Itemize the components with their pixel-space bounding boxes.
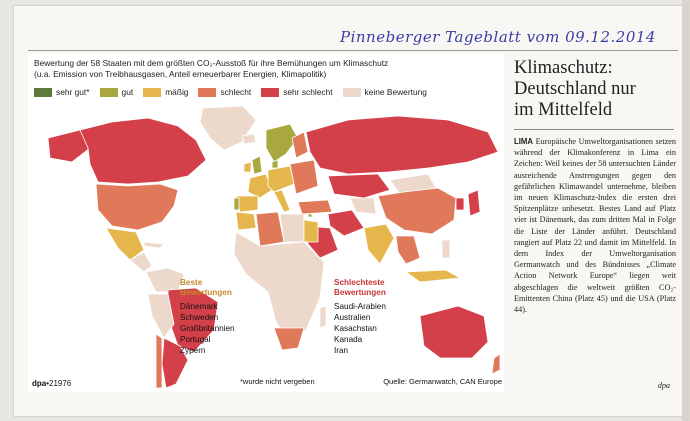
map-egypt <box>304 220 318 242</box>
map-graphic <box>28 54 504 392</box>
map-australia <box>420 306 488 358</box>
map-kazakhstan <box>328 174 390 198</box>
legend <box>34 87 427 97</box>
legend-swatch <box>34 88 52 97</box>
headline-line-1: Klimaschutz: <box>514 58 613 78</box>
legend-label: schlecht <box>220 87 252 97</box>
article-text: Europäische Umweltorganisationen setzen während der Klimakonferenz in Lima ein Zeichen: Weil keines der 58 untersuchten Länder ausreichende Anstrengungen gegen den gefährlichen Klimawandel unternehme, bleiben im neuen Klimaschutz-Index die ersten drei Spitzenplätze unbesetzt. Bestes Land auf Platz vier ist Dänemark, das zum dritten Mal in Folge die Liste der Länder anführt. Deutschland rangiert auf Platz 22 und damit im Mittelfeld. In dem Index der Umweltorganisation Germanwatch und des Bündnisses „Climate Action Network Europe“ liegen weit abgeschlagen die weltweit größten CO₂-Emittenten China (Platz 45) und die USA (Platz 44). <box>514 137 676 315</box>
source-line: Quelle: Germanwatch, CAN Europe <box>383 377 502 386</box>
graphic-id: •21976 <box>46 379 72 388</box>
legend-item-schlecht <box>198 87 251 97</box>
graphic-subtitle <box>34 58 504 80</box>
legend-label: sehr schlecht <box>283 87 333 97</box>
map-morocco <box>236 212 256 230</box>
map-south-africa <box>274 328 304 350</box>
legend-label: keine Bewertung <box>364 87 427 97</box>
agency-label: dpa <box>32 379 47 388</box>
map-madagascar <box>320 306 326 328</box>
map-iceland <box>242 134 256 144</box>
article <box>510 56 678 390</box>
headline-line-2: Deutschland nur <box>514 79 636 99</box>
map-turkey <box>298 200 332 214</box>
map-ireland <box>244 162 251 172</box>
best-country: Schweden <box>180 313 219 322</box>
map-india <box>364 224 394 264</box>
article-body <box>510 136 678 315</box>
legend-swatch <box>261 88 279 97</box>
map-southeast-asia <box>396 236 420 264</box>
legend-item-sehr-schlecht <box>261 87 332 97</box>
best-country: Zypern <box>180 346 206 355</box>
map-new-zealand <box>492 354 500 374</box>
map-algeria <box>256 212 284 246</box>
best-country: Portugal <box>180 335 211 344</box>
map-eastern-europe <box>290 160 318 194</box>
map-canada <box>80 118 206 184</box>
footnote: *wurde nicht vergeben <box>240 377 315 386</box>
handwritten-note: Pinneberger Tageblatt vom 09.12.2014 <box>340 28 656 46</box>
map-korea <box>456 198 464 210</box>
subtitle-line-1: Bewertung der 58 Staaten mit dem größten CO₂-Ausstoß für ihre Bemühungen um Klimaschutz <box>34 58 389 68</box>
map-central-asia <box>350 198 376 214</box>
map-philippines <box>442 240 450 258</box>
worst-country: Iran <box>334 346 349 355</box>
legend-label: sehr gut* <box>56 87 90 97</box>
map-chile <box>156 334 162 388</box>
top-rule <box>28 50 678 51</box>
article-headline <box>514 58 678 121</box>
map-indonesia <box>406 270 460 282</box>
map-italy <box>274 190 290 212</box>
legend-swatch <box>100 88 118 97</box>
legend-label: gut <box>121 87 134 97</box>
subtitle-line-2: (u.a. Emission von Treibhausgasen, Anteil erneuerbarer Energien, Klimapolitik) <box>34 69 327 79</box>
map-iran <box>328 210 364 236</box>
legend-swatch <box>198 88 216 97</box>
map-cyprus <box>308 214 312 217</box>
worst-ratings-box <box>334 278 414 356</box>
article-byline: dpa <box>657 381 670 390</box>
worst-country: Australien <box>334 313 371 322</box>
legend-label: mäßig <box>165 87 189 97</box>
map-north-africa <box>280 214 304 242</box>
map-portugal <box>234 198 239 210</box>
best-ratings-heading: Beste Bewertungen <box>180 278 232 297</box>
worst-ratings-heading: Schlechteste Bewertungen <box>334 278 386 297</box>
map-cuba <box>144 242 164 248</box>
legend-swatch <box>343 88 361 97</box>
legend-item-maessig <box>143 87 188 97</box>
legend-item-keine-bewertung <box>343 87 427 97</box>
headline-rule <box>514 129 674 130</box>
world-map <box>28 102 504 392</box>
map-north-south-america <box>146 268 184 292</box>
scan-edge <box>682 0 690 421</box>
worst-country: Kanada <box>334 335 363 344</box>
legend-item-gut <box>100 87 134 97</box>
map-denmark <box>272 160 278 168</box>
map-japan <box>468 190 480 216</box>
map-russia <box>306 116 498 174</box>
map-central-europe <box>268 166 294 192</box>
best-ratings-box <box>180 278 250 356</box>
worst-country: Saudi-Arabien <box>334 302 386 311</box>
map-china <box>378 188 456 234</box>
dateline: LIMA <box>514 137 534 146</box>
map-usa <box>96 184 178 230</box>
best-country: Dänemark <box>180 302 218 311</box>
worst-country: Kasachstan <box>334 324 377 333</box>
best-country: Großbritannien <box>180 324 235 333</box>
graphic-credit <box>32 379 71 388</box>
legend-item-sehr-gut <box>34 87 90 97</box>
map-uk <box>252 156 262 174</box>
legend-swatch <box>143 88 161 97</box>
headline-line-3: im Mittelfeld <box>514 100 613 120</box>
